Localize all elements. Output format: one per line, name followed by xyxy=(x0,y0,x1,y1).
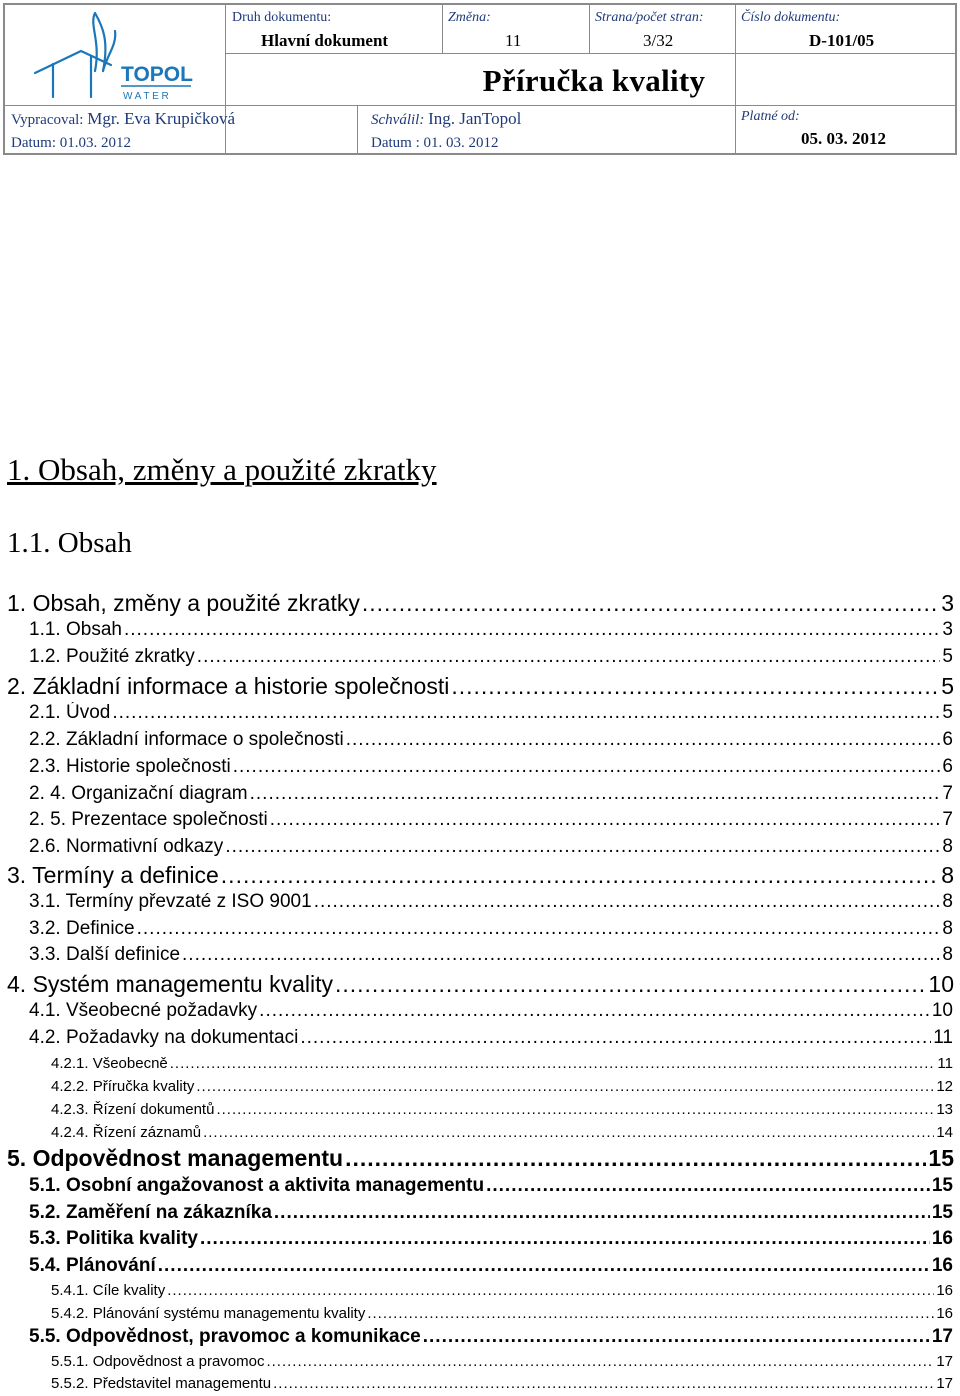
toc-page-number: 16 xyxy=(936,1282,953,1299)
toc-leader-dots xyxy=(362,590,939,617)
toc-page-number: 3 xyxy=(942,619,953,640)
toc-leader-dots xyxy=(158,1255,930,1277)
toc-entry[interactable] xyxy=(51,1101,953,1118)
toc-leader-dots xyxy=(250,783,941,805)
toc-leader-dots xyxy=(197,646,941,668)
toc-page-number: 15 xyxy=(928,1145,954,1171)
toc-page-number: 17 xyxy=(936,1375,953,1392)
toc-entry-label: 5. Odpovědnost managementu xyxy=(7,1145,344,1171)
toc-entry[interactable] xyxy=(29,729,953,751)
toc-page-number: 13 xyxy=(936,1101,953,1118)
toc-page-number: 8 xyxy=(942,918,953,939)
toc-entry[interactable] xyxy=(51,1124,953,1141)
toc-leader-dots xyxy=(367,1305,934,1322)
toc-entry[interactable] xyxy=(29,702,953,724)
toc-page-number: 3 xyxy=(941,590,954,616)
toc-page-number: 11 xyxy=(937,1055,953,1072)
toc-leader-dots xyxy=(266,1353,934,1370)
toc-entry[interactable] xyxy=(51,1375,953,1392)
toc-entry-label: 2.3. Historie společnosti xyxy=(29,756,231,777)
toc-leader-dots xyxy=(182,944,940,966)
toc-entry-label: 3.2. Definice xyxy=(29,918,135,939)
header-divider xyxy=(357,105,358,153)
toc-entry[interactable] xyxy=(29,944,953,966)
toc-entry-label: 4.2.3. Řízení dokumentů xyxy=(51,1101,215,1118)
toc-entry[interactable] xyxy=(29,1228,953,1250)
toc-entry-label: 5.4.1. Cíle kvality xyxy=(51,1282,166,1299)
toc-page-number: 5 xyxy=(942,646,953,667)
company-logo xyxy=(23,11,211,105)
toc-entry-label: 2. Základní informace a historie společnosti xyxy=(7,673,450,699)
toc-leader-dots xyxy=(124,619,940,641)
prepared-by xyxy=(11,109,235,129)
toc-leader-dots xyxy=(216,1101,934,1118)
toc-page-number: 5 xyxy=(942,702,953,723)
toc-leader-dots xyxy=(137,918,941,940)
toc-leader-dots xyxy=(423,1326,930,1348)
toc-entry[interactable] xyxy=(7,673,954,700)
toc-entry-label: 4.2.1. Všeobecně xyxy=(51,1055,168,1072)
toc-leader-dots xyxy=(274,1202,930,1224)
toc-entry-label: 5.5.1. Odpovědnost a pravomoc xyxy=(51,1353,265,1370)
toc-entry[interactable] xyxy=(29,918,953,940)
toc-page-number: 8 xyxy=(941,862,954,888)
toc-leader-dots xyxy=(451,673,939,700)
subsection-heading: 1.1. Obsah xyxy=(7,527,132,559)
toc-entry[interactable] xyxy=(7,590,954,617)
doc-type-value: Hlavní dokument xyxy=(261,31,389,50)
toc-page-number: 10 xyxy=(931,1000,953,1021)
toc-leader-dots xyxy=(345,1145,926,1172)
toc-entry[interactable] xyxy=(29,619,953,641)
valid-from-caption: Platné od: xyxy=(741,109,800,124)
toc-entry[interactable] xyxy=(29,783,953,805)
toc-entry-label: 5.4.2. Plánování systému managementu kvality xyxy=(51,1305,366,1322)
document-header xyxy=(3,3,957,155)
toc-page-number: 15 xyxy=(931,1175,953,1196)
toc-entry[interactable] xyxy=(7,1145,954,1172)
toc-entry[interactable] xyxy=(29,756,953,778)
toc-leader-dots xyxy=(221,862,939,889)
toc-entry-label: 4.2.2. Příručka kvality xyxy=(51,1078,195,1095)
toc-page-number: 8 xyxy=(942,944,953,965)
toc-leader-dots xyxy=(203,1124,934,1141)
toc-entry-label: 5.3. Politika kvality xyxy=(29,1228,198,1249)
toc-page-number: 17 xyxy=(936,1353,953,1370)
toc-entry-label: 4.2. Požadavky na dokumentaci xyxy=(29,1027,299,1048)
svg-text:W A T E R: W A T E R xyxy=(123,91,169,102)
toc-entry[interactable] xyxy=(29,1175,953,1197)
toc-leader-dots xyxy=(233,756,941,778)
svg-text:TOPOL: TOPOL xyxy=(121,63,193,86)
toc-entry-label: 5.1. Osobní angažovanost a aktivita managementu xyxy=(29,1175,485,1196)
doc-type-caption: Druh dokumentu: xyxy=(232,10,332,25)
toc-leader-dots xyxy=(167,1282,934,1299)
header-divider xyxy=(442,5,443,53)
toc-entry-label: 2. 5. Prezentace společnosti xyxy=(29,809,268,830)
toc-leader-dots xyxy=(112,702,940,724)
toc-entry-label: 2. 4. Organizační diagram xyxy=(29,783,248,804)
toc-leader-dots xyxy=(300,1027,931,1049)
document-title: Příručka kvality xyxy=(482,63,706,98)
toc-entry[interactable] xyxy=(29,1326,953,1348)
toc-leader-dots xyxy=(314,891,941,913)
toc-entry[interactable] xyxy=(51,1353,953,1370)
toc-page-number: 17 xyxy=(931,1326,953,1347)
toc-entry[interactable] xyxy=(7,971,954,998)
toc-leader-dots xyxy=(486,1175,930,1197)
toc-page-number: 8 xyxy=(942,836,953,857)
toc-leader-dots xyxy=(270,809,941,831)
toc-page-number: 6 xyxy=(942,729,953,750)
toc-entry[interactable] xyxy=(29,1027,953,1049)
change-caption: Změna: xyxy=(448,10,491,25)
toc-entry-label: 4. Systém managementu kvality xyxy=(7,971,333,997)
toc-entry[interactable] xyxy=(29,646,953,668)
toc-entry-label: 1. Obsah, změny a použité zkratky xyxy=(7,590,360,616)
toc-page-number: 15 xyxy=(931,1202,953,1223)
toc-page-number: 16 xyxy=(931,1228,953,1249)
toc-entry[interactable] xyxy=(7,862,954,889)
header-divider xyxy=(589,5,590,53)
toc-entry[interactable] xyxy=(51,1078,953,1095)
toc-page-number: 14 xyxy=(936,1124,953,1141)
toc-leader-dots xyxy=(273,1375,934,1392)
toc-entry-label: 3.1. Termíny převzaté z ISO 9001 xyxy=(29,891,312,912)
toc-entry[interactable] xyxy=(29,836,953,858)
toc-page-number: 7 xyxy=(942,809,953,830)
toc-page-number: 6 xyxy=(942,756,953,777)
toc-entry[interactable] xyxy=(51,1282,953,1299)
section-heading: 1. Obsah, změny a použité zkratky xyxy=(7,452,437,487)
toc-entry-label: 2.6. Normativní odkazy xyxy=(29,836,224,857)
toc-entry-label: 1.1. Obsah xyxy=(29,619,122,640)
docnum-caption: Číslo dokumentu: xyxy=(741,10,841,25)
toc-leader-dots xyxy=(200,1228,930,1250)
toc-page-number: 10 xyxy=(928,971,954,997)
toc-leader-dots xyxy=(196,1078,934,1095)
approved-name: Ing. JanTopol xyxy=(428,109,522,128)
toc-leader-dots xyxy=(170,1055,936,1072)
toc-entry-label: 3. Termíny a definice xyxy=(7,862,219,888)
toc-page-number: 5 xyxy=(941,673,954,699)
toc-leader-dots xyxy=(225,836,940,858)
toc-entry-label: 5.5.2. Představitel managementu xyxy=(51,1375,272,1392)
toc-entry[interactable] xyxy=(51,1055,953,1072)
toc-entry-label: 2.2. Základní informace o společnosti xyxy=(29,729,344,750)
toc-leader-dots xyxy=(346,729,941,751)
toc-leader-dots xyxy=(259,1000,930,1022)
approved-by xyxy=(371,109,521,129)
approved-label: Schválil: xyxy=(371,112,425,128)
toc-page-number: 16 xyxy=(936,1305,953,1322)
toc-entry-label: 5.5. Odpovědnost, pravomoc a komunikace xyxy=(29,1326,421,1347)
toc-entry[interactable] xyxy=(29,1000,953,1022)
prepared-label: Vypracoval: xyxy=(11,112,84,128)
valid-from-value: 05. 03. 2012 xyxy=(801,129,886,148)
toc-entry-label: 5.4. Plánování xyxy=(29,1255,156,1276)
toc-page-number: 11 xyxy=(933,1027,953,1048)
page-count-value: 3/32 xyxy=(643,31,674,50)
toc-page-number: 8 xyxy=(942,891,953,912)
prepared-name: Mgr. Eva Krupičková xyxy=(87,109,236,128)
toc-entry[interactable] xyxy=(51,1305,953,1322)
topol-water-logo-icon xyxy=(23,11,211,105)
toc-page-number: 7 xyxy=(942,783,953,804)
toc-entry-label: 4.2.4. Řízení záznamů xyxy=(51,1124,202,1141)
toc-entry[interactable] xyxy=(29,1202,953,1224)
toc-entry-label: 5.2. Zaměření na zákazníka xyxy=(29,1202,272,1223)
change-value: 11 xyxy=(505,31,522,50)
toc-entry[interactable] xyxy=(29,1255,953,1277)
toc-entry[interactable] xyxy=(29,891,953,913)
toc-page-number: 16 xyxy=(931,1255,953,1276)
toc-entry-label: 3.3. Další definice xyxy=(29,944,181,965)
toc-entry-label: 4.1. Všeobecné požadavky xyxy=(29,1000,258,1021)
toc-entry-label: 2.1. Úvod xyxy=(29,702,111,723)
toc-leader-dots xyxy=(335,971,926,998)
header-divider xyxy=(225,5,226,153)
header-divider xyxy=(5,105,955,106)
toc-page-number: 12 xyxy=(936,1078,953,1095)
page-caption: Strana/počet stran: xyxy=(595,10,704,25)
header-divider xyxy=(225,53,955,54)
docnum-value: D-101/05 xyxy=(809,31,875,50)
toc-entry-label: 1.2. Použité zkratky xyxy=(29,646,195,667)
approved-date: Datum : 01. 03. 2012 xyxy=(371,135,499,151)
prepared-date: Datum: 01.03. 2012 xyxy=(11,135,131,151)
toc-entry[interactable] xyxy=(29,809,953,831)
